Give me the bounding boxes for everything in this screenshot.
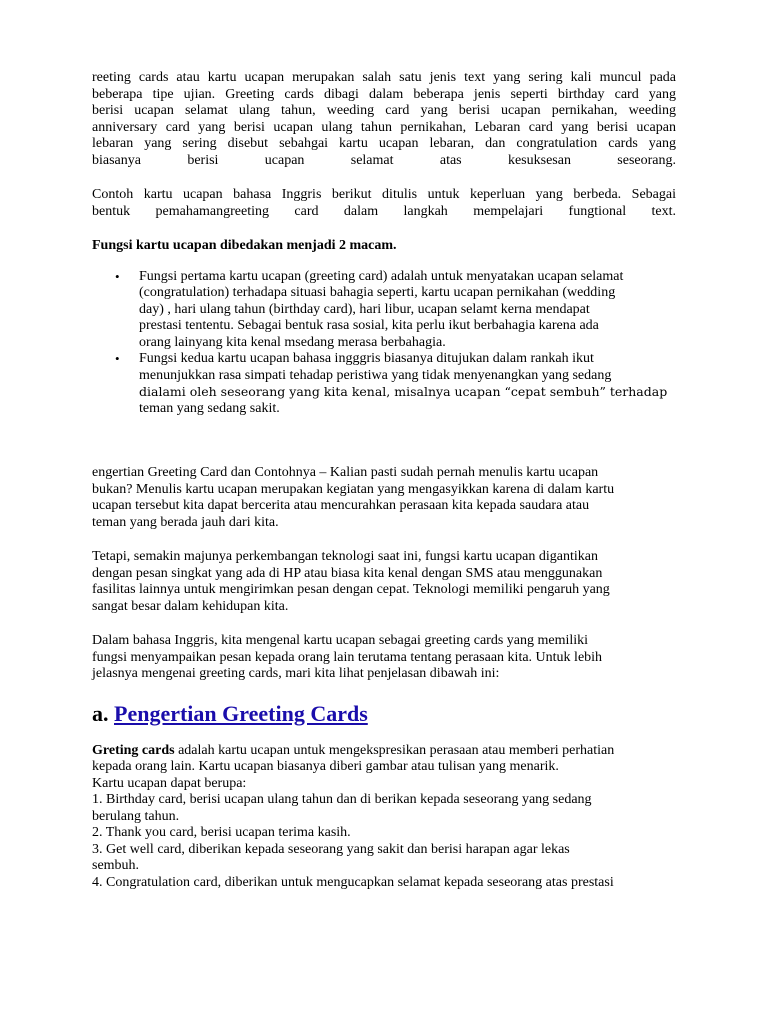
text-line: fasilitas lainnya untuk mengirimkan pesan dengan cepat. Teknologi memiliki pengaruh yang [92,582,610,597]
text-line: reeting cards atau kartu ucapan merupakan salah satu jenis text yang sering kali muncul pada [92,70,676,85]
fungsi-list [92,269,676,418]
text-line: sangat besar dalam kehidupan kita. [92,598,289,614]
text-line: bukan? Menulis kartu ucapan merupakan kegiatan yang mengasyikkan karena di dalam kartu [92,481,615,497]
text-line: teman yang sedang sakit. [139,400,280,416]
text-line: 1. Birthday card, berisi ucapan ulang tahun dan di berikan kepada seseorang yang sedang [92,792,592,807]
text-line: teman yang berada jauh dari kita. [92,514,279,530]
bold-term: Greting cards [92,742,175,758]
text-line: jelasnya mengenai greeting cards, mari kita lihat penjelasan dibawah ini: [92,666,500,681]
text-line: Kartu ucapan dapat berupa: [92,775,247,791]
paragraph-teknologi [92,549,676,615]
text-line: day) , hari ulang tahun (birthday card), hari libur, ucapan selamt kerna mendapat [139,301,590,317]
text-line: dengan pesan singkat yang ada di HP atau biasa kita kenal dengan SMS atau menggunakan [92,565,603,581]
bullet-icon: • [115,268,120,284]
text-line: 4. Congratulation card, diberikan untuk mengucapkan selamat kepada seseorang atas prestasi [92,874,614,890]
paragraph-pengertian-intro [92,465,676,531]
text-line: Tetapi, semakin majunya perkembangan teknologi saat ini, fungsi kartu ucapan digantikan [92,549,598,564]
text-line: berulang tahun. [92,808,180,824]
paragraph-contoh-kartu [92,187,676,220]
bullet-icon: • [115,351,120,366]
text-line: biasanya berisi ucapan selamat atas kesuksesan seseorang. [92,152,676,168]
list-item [92,351,676,417]
pengertian-greeting-cards-link[interactable]: Pengertian Greeting Cards [114,700,368,726]
text-line [92,743,676,760]
text-line: sembuh. [92,858,140,873]
text-line: lebaran yang sering disebut sebahgai kartu ucapan lebaran, dan congratulation cards yang [92,136,676,151]
text-line: Fungsi kedua kartu ucapan bahasa ingggris biasanya ditujukan dalam rankah ikut [139,351,594,366]
text-line: engertian Greeting Card dan Contohnya – Kalian pasti sudah pernah menulis kartu ucapan [92,465,599,480]
text-line: bentuk pemahamangreeting card dalam langkah mempelajari fungtional text. [92,203,676,219]
text-line: (congratulation) terhadapa situasi bahagia seperti, kartu ucapan pernikahan (wedding [139,285,616,300]
document-page [92,70,676,891]
paragraph-bahasa-inggris [92,633,676,683]
text-span: adalah kartu ucapan untuk mengekspresikan perasaan atau memberi perhatian [174,742,615,758]
text-line: 2. Thank you card, berisi ucapan terima kasih. [92,825,351,840]
section-prefix: a. [92,700,114,726]
text-line: Contoh kartu ucapan bahasa Inggris berikut ditulis untuk keperluan yang berbeda. Sebagai [92,187,676,202]
spacer [92,417,676,465]
text-line: 3. Get well card, diberikan kepada seseorang yang sakit dan berisi harapan agar lekas [92,841,570,857]
paragraph-greeting-cards-intro [92,70,676,169]
section-heading-a [92,701,676,727]
text-line: beberapa tipe ujian. Greeting cards dibagi dalam beberapa jenis seperti birthday card yang [92,86,676,102]
text-line: Dalam bahasa Inggris, kita mengenal kartu ucapan sebagai greeting cards yang memiliki [92,633,589,648]
text-line: ucapan tersebut kita dapat bercerita atau mencurahkan perasaan kita kepada saudara atau [92,498,590,513]
text-line: Fungsi pertama kartu ucapan (greeting card) adalah untuk menyatakan ucapan selamat [139,268,624,284]
text-line: berisi ucapan selamat ulang tahun, weeding card yang berisi ucapan pernikahan, weeding [92,103,676,118]
fungsi-heading: Fungsi kartu ucapan dibedakan menjadi 2 macam. [92,238,397,253]
list-item [92,269,676,352]
paragraph-greting-cards-definition [92,743,676,892]
text-line: fungsi menyampaikan pesan kepada orang lain terutama tentang perasaan kita. Untuk lebih [92,649,603,665]
text-line: dialami oleh seseorang yang kita kenal, misalnya ucapan “cepat sembuh” terhadap [139,384,668,399]
text-line: kepada orang lain. Kartu ucapan biasanya diberi gambar atau tulisan yang menarik. [92,759,559,774]
text-line: menunjukkan rasa simpati tehadap peristiwa yang tidak menyenangkan yang sedang [139,367,612,383]
text-line: anniversary card yang berisi ucapan ulang tahun pernikahan, Lebaran card yang berisi ucapan [92,119,676,135]
text-line: prestasi tententu. Sebagai bentuk rasa sosial, kita perlu ikut berbahagia karena ada [139,318,599,333]
text-line: orang lainyang kita kenal msedang merasa berbahagia. [139,334,446,350]
